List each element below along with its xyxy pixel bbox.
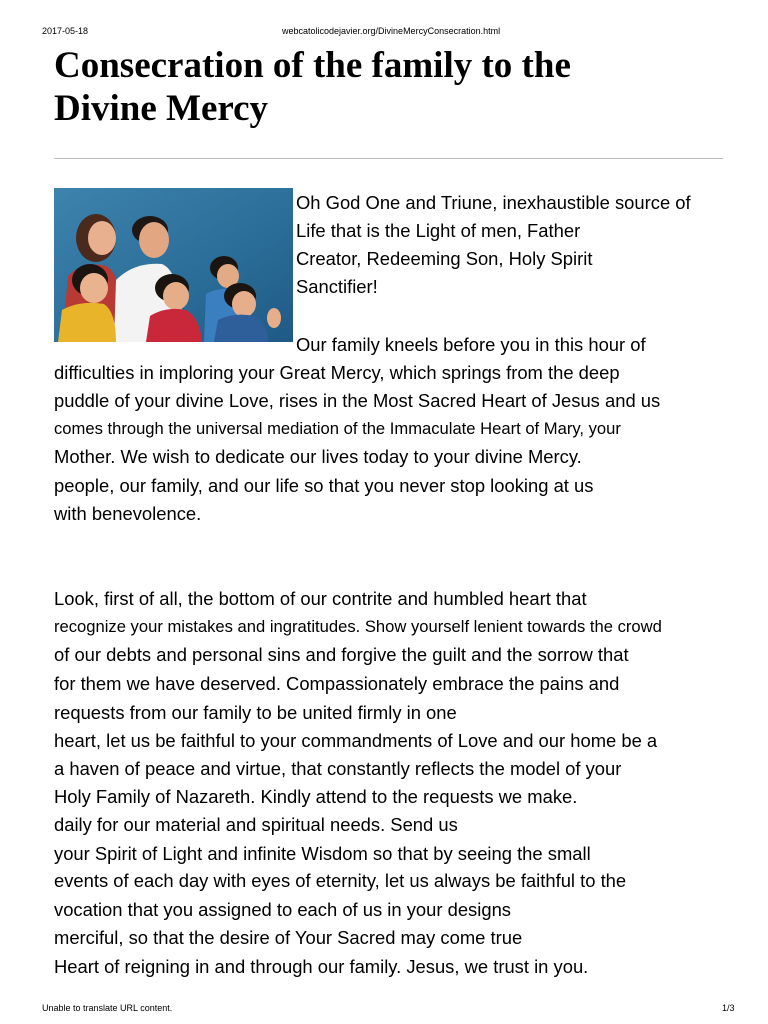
text-line: recognize your mistakes and ingratitudes. Show yourself lenient towards the crowd <box>54 617 662 636</box>
text-line: your Spirit of Light and infinite Wisdom so that by seeing the small <box>54 843 591 864</box>
text-line: Oh God One and Triune, inexhaustible source of <box>296 192 691 213</box>
text-line: Heart of reigning in and through our family. Jesus, we trust in you. <box>54 956 589 977</box>
text-line: merciful, so that the desire of Your Sacred may come true <box>54 927 523 948</box>
text-line: heart, let us be faithful to your commandments of Love and our home be a <box>54 730 658 751</box>
title-divider <box>54 158 723 159</box>
text-line: events of each day with eyes of eternity, let us always be faithful to the <box>54 870 627 891</box>
print-date: 2017-05-18 <box>42 26 89 36</box>
text-line: of our debts and personal sins and forgive the guilt and the sorrow that <box>54 644 629 665</box>
text-line: vocation that you assigned to each of us in your designs <box>54 899 511 920</box>
text-line: difficulties in imploring your Great Mercy, which springs from the deep <box>54 362 620 383</box>
text-line: Life that is the Light of men, Father <box>296 220 581 241</box>
text-line: a haven of peace and virtue, that constantly reflects the model of your <box>54 758 622 779</box>
text-line: Holy Family of Nazareth. Kindly attend to the requests we make. <box>54 786 578 807</box>
text-line: comes through the universal mediation of the Immaculate Heart of Mary, your <box>54 419 621 438</box>
page-title <box>54 44 734 130</box>
text-line: requests from our family to be united firmly in one <box>54 702 457 723</box>
text-line: people, our family, and our life so that you never stop looking at us <box>54 475 594 496</box>
family-praying-photo <box>54 188 293 342</box>
print-url: webcatolicodejavier.org/DivineMercyConsecration.html <box>282 26 501 36</box>
page-number: 1/3 <box>722 1003 735 1013</box>
text-line: Our family kneels before you in this hour of <box>296 334 646 355</box>
text-line: Mother. We wish to dedicate our lives today to your divine Mercy. <box>54 446 582 467</box>
page-title-line-2: Divine Mercy <box>54 88 269 129</box>
text-line: Creator, Redeeming Son, Holy Spirit <box>296 248 593 269</box>
text-line: daily for our material and spiritual needs. Send us <box>54 814 458 835</box>
text-line: with benevolence. <box>54 503 202 524</box>
footer-status: Unable to translate URL content. <box>42 1003 173 1013</box>
text-line: Look, first of all, the bottom of our contrite and humbled heart that <box>54 588 587 609</box>
text-line: puddle of your divine Love, rises in the Most Sacred Heart of Jesus and us <box>54 390 661 411</box>
text-line: for them we have deserved. Compassionately embrace the pains and <box>54 673 620 694</box>
text-line: Sanctifier! <box>296 276 378 297</box>
page-title-line-1: Consecration of the family to the <box>54 45 571 86</box>
